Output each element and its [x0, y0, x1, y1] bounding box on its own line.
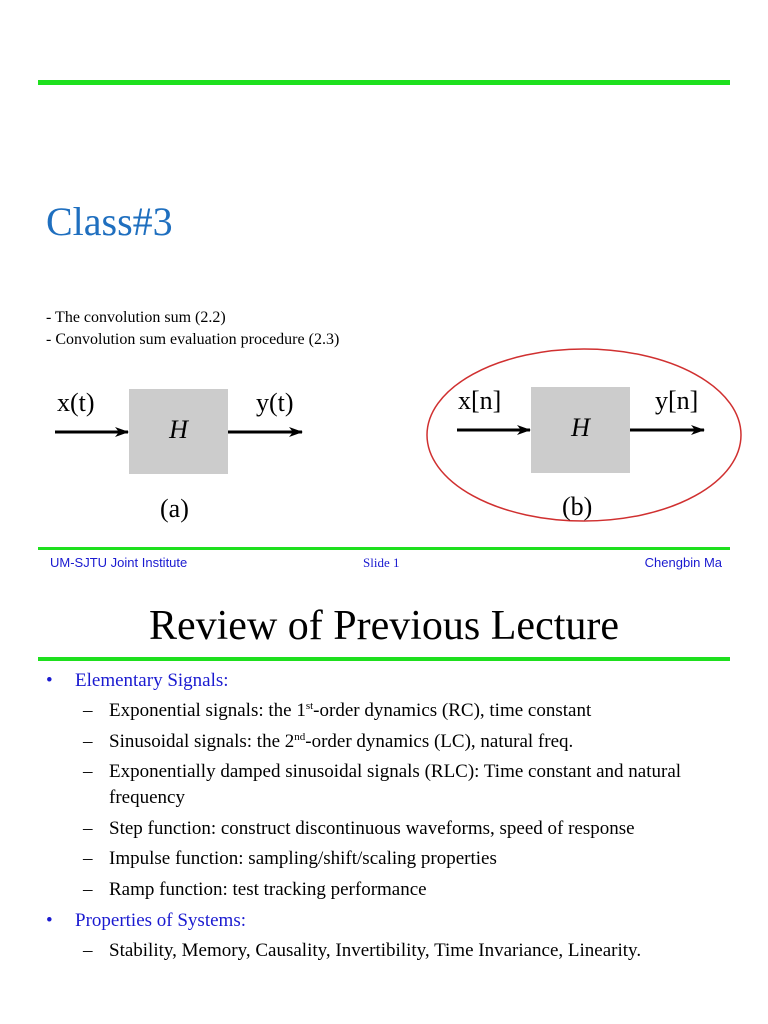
sub-list — [75, 938, 736, 964]
sub-item-text: Impulse function: sampling/shift/scaling properties — [109, 848, 497, 870]
dash-icon: – — [83, 817, 93, 839]
sub-item — [75, 698, 736, 724]
sub-item-text: Exponential signals: the 1 — [109, 700, 306, 721]
bullet-icon: • — [46, 909, 53, 931]
sub-item — [75, 938, 736, 964]
bullet-icon: • — [46, 670, 53, 691]
sub-item-text: Exponentially damped sinusoidal signals (RLC): Time constant and natural frequency — [109, 761, 682, 809]
sub-item — [75, 759, 736, 811]
system-block-a — [129, 389, 228, 474]
footer-slide-number: Slide 1 — [363, 555, 400, 570]
footer-rule — [38, 547, 730, 550]
sub-list — [75, 698, 736, 903]
ordinal-suffix: nd — [294, 730, 306, 743]
section-elementary-signals — [46, 668, 736, 903]
sub-item — [75, 846, 736, 872]
dash-icon: – — [83, 939, 93, 961]
dash-icon: – — [83, 878, 93, 900]
output-signal-a: y(t) — [256, 388, 294, 417]
sub-item-text-tail: -order dynamics (RC), time constant — [313, 700, 592, 721]
footer-institute: UM-SJTU Joint Institute — [50, 555, 188, 570]
caption-b: (b) — [562, 492, 593, 521]
block-label: H — [169, 415, 188, 444]
input-signal-b: x[n] — [458, 386, 502, 415]
dash-icon: – — [83, 761, 93, 783]
section-label: Properties of Systems: — [75, 909, 246, 931]
topic-item: - Convolution sum evaluation procedure (2.3) — [46, 331, 340, 348]
sub-item-text: Step function: construct discontinuous waveforms, speed of response — [109, 817, 635, 839]
sub-item-text-tail: -order dynamics (LC), natural freq. — [305, 730, 574, 752]
section-properties — [46, 908, 736, 964]
sub-item — [75, 877, 736, 903]
slide-title: Class#3 — [46, 199, 173, 244]
block-label: H — [571, 413, 590, 442]
footer-author: Chengbin Ma — [644, 555, 722, 570]
sub-item-text: Stability, Memory, Causality, Invertibility, Time Invariance, Linearity. — [109, 939, 642, 961]
ordinal-suffix: st — [305, 700, 314, 712]
sub-item-text: Ramp function: test tracking performance — [109, 878, 427, 900]
dash-icon: – — [83, 848, 93, 870]
caption-a: (a) — [160, 494, 189, 523]
sub-item-text: Sinusoidal signals: the 2 — [109, 730, 295, 752]
input-signal-a: x(t) — [57, 388, 95, 417]
dash-icon: – — [83, 730, 93, 752]
system-block-b — [531, 387, 630, 473]
review-list — [46, 668, 736, 968]
title-rule — [38, 657, 730, 661]
slide2-title: Review of Previous Lecture — [148, 603, 620, 649]
topic-item: - The convolution sum (2.2) — [46, 309, 226, 326]
sub-item — [75, 729, 736, 755]
sub-item — [75, 816, 736, 842]
dash-icon: – — [83, 700, 93, 721]
output-signal-b: y[n] — [655, 386, 699, 415]
section-label: Elementary Signals: — [75, 670, 229, 691]
